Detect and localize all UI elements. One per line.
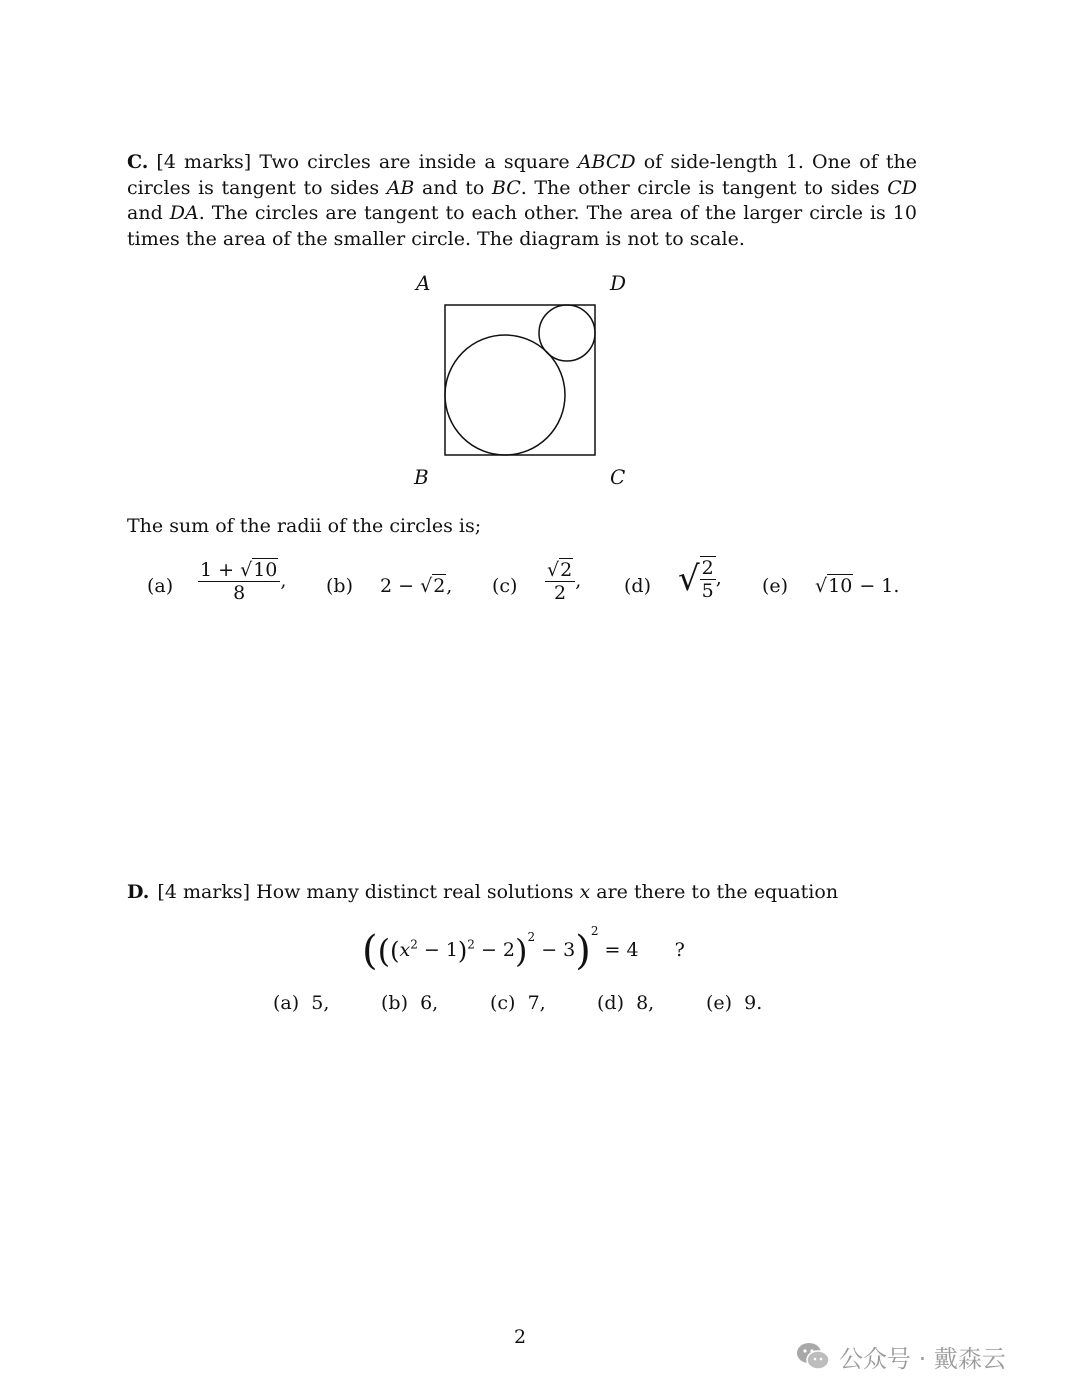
problem-c-label: C. [127, 151, 149, 173]
square-circles-diagram [440, 300, 602, 460]
option-c-e-label: (e) [762, 575, 789, 597]
watermark [795, 1336, 1006, 1376]
problem-c-marks: [4 marks] [156, 151, 252, 173]
problem-d-equation: $(((x^2 - 1)^2 - 2)^2 - 3)^2 = 4$ ? [362, 923, 685, 974]
vertex-label-d: D [610, 271, 627, 295]
option-c-d-value: √ $\frac{2}{5}$ , [678, 557, 722, 602]
vertex-label-a: A [416, 271, 431, 295]
vertex-label-c: C [610, 465, 626, 489]
option-d-d: (d) 8, [597, 992, 655, 1014]
problem-c-question: The sum of the radii of the circles is; [127, 515, 482, 537]
vertex-label-b: B [414, 465, 429, 489]
watermark-text: 公众号 · 戴森云 [839, 1344, 1006, 1373]
option-c-d-label: (d) [624, 575, 651, 597]
problem-d-label: D. [127, 881, 150, 903]
option-c-b-label: (b) [326, 575, 353, 597]
option-c-e-value: √10 − 1. [815, 575, 900, 597]
option-c-c-label: (c) [492, 575, 518, 597]
problem-c-statement: C. [4 marks] Two circles are inside a square ABCD of side-length 1. One of the circles is tangent to sides AB and to BC. The other circle is tangent to sides CD and DA. The circles are tangent to each other. The area of the larger circle is 10 times the area of the smaller circle. The diagram is not to scale. [127, 151, 918, 250]
option-d-e: (e) 9. [706, 992, 763, 1014]
option-c-c-value: $\frac{√2}{2}$ , [547, 559, 582, 604]
page-number: 2 [514, 1326, 527, 1348]
option-d-a: (a) 5, [273, 992, 330, 1014]
option-c-a-label: (a) [147, 575, 174, 597]
option-c-b-value: 2 − √2, [380, 575, 453, 597]
option-c-a-value: $\frac{1 + √10}{8}$ , [200, 559, 287, 604]
problem-d-statement: D. [4 marks] How many distinct real solutions x are there to the equation [127, 881, 839, 903]
problem-d-marks: [4 marks] [157, 881, 251, 903]
option-d-b: (b) 6, [381, 992, 439, 1014]
square-abcd [445, 305, 595, 455]
wechat-icon [795, 1341, 831, 1371]
small-circle [539, 305, 595, 361]
option-d-c: (c) 7, [490, 992, 546, 1014]
